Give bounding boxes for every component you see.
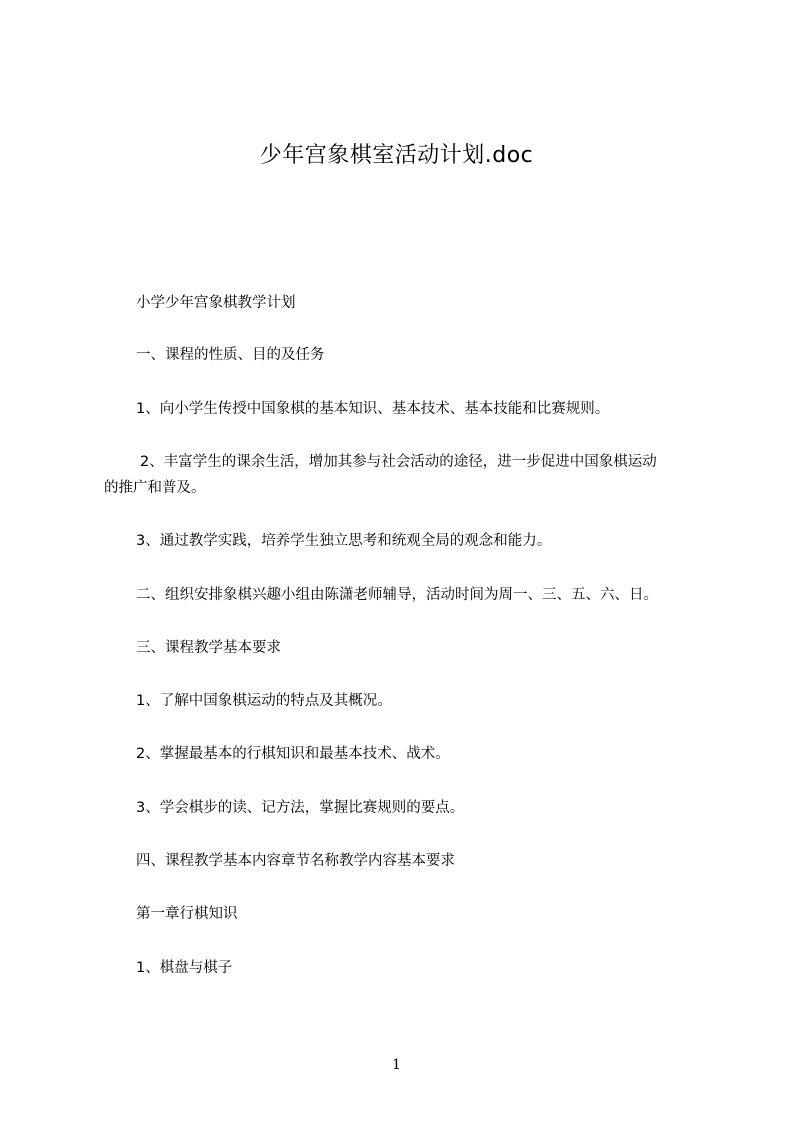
paragraph-text: 的推广和普及。 [104, 480, 206, 496]
paragraph-continuation [104, 475, 714, 501]
paragraph-text: 二、组织安排象棋兴趣小组由陈潇老师辅导，活动时间为周一、三、五、六、日。 [136, 587, 658, 603]
paragraph-item [104, 688, 714, 714]
paragraph-text: 三、课程教学基本要求 [136, 640, 281, 656]
paragraph-text: 1、了解中国象棋运动的特点及其概况。 [136, 693, 392, 709]
paragraph-item [104, 449, 714, 475]
paragraph-section-heading [104, 635, 714, 661]
paragraph-text: 四、课程教学基本内容章节名称教学内容基本要求 [136, 853, 455, 869]
paragraph-item [104, 741, 714, 767]
paragraph-section-heading [104, 848, 714, 874]
paragraph-text: 小学少年宫象棋教学计划 [136, 295, 296, 311]
paragraph-text: 第一章行棋知识 [136, 906, 238, 922]
page-number: 1 [392, 1057, 401, 1073]
paragraph-text: 2、掌握最基本的行棋知识和最基本技术、战术。 [136, 746, 450, 762]
paragraph-text: 2、丰富学生的课余生活，增加其参与社会活动的途径，进一步促进中国象棋运动 [140, 454, 657, 470]
document-title: 少年宫象棋室活动计划.doc [259, 143, 534, 168]
paragraph-item [104, 396, 714, 422]
paragraph-item [104, 795, 714, 821]
paragraph-subtitle [104, 290, 714, 316]
paragraph-section-heading [104, 342, 714, 368]
paragraph-section-heading [104, 582, 714, 608]
paragraph-text: 3、学会棋步的读、记方法，掌握比赛规则的要点。 [136, 800, 465, 816]
paragraph-item [104, 528, 714, 554]
paragraph-item [104, 955, 714, 981]
paragraph-text: 3、通过教学实践，培养学生独立思考和统观全局的观念和能力。 [136, 533, 552, 549]
paragraph-text: 1、向小学生传授中国象棋的基本知识、基本技术、基本技能和比赛规则。 [136, 401, 610, 417]
paragraph-chapter-heading [104, 901, 714, 927]
paragraph-text: 一、课程的性质、目的及任务 [136, 347, 325, 363]
paragraph-text: 1、棋盘与棋子 [136, 960, 233, 976]
